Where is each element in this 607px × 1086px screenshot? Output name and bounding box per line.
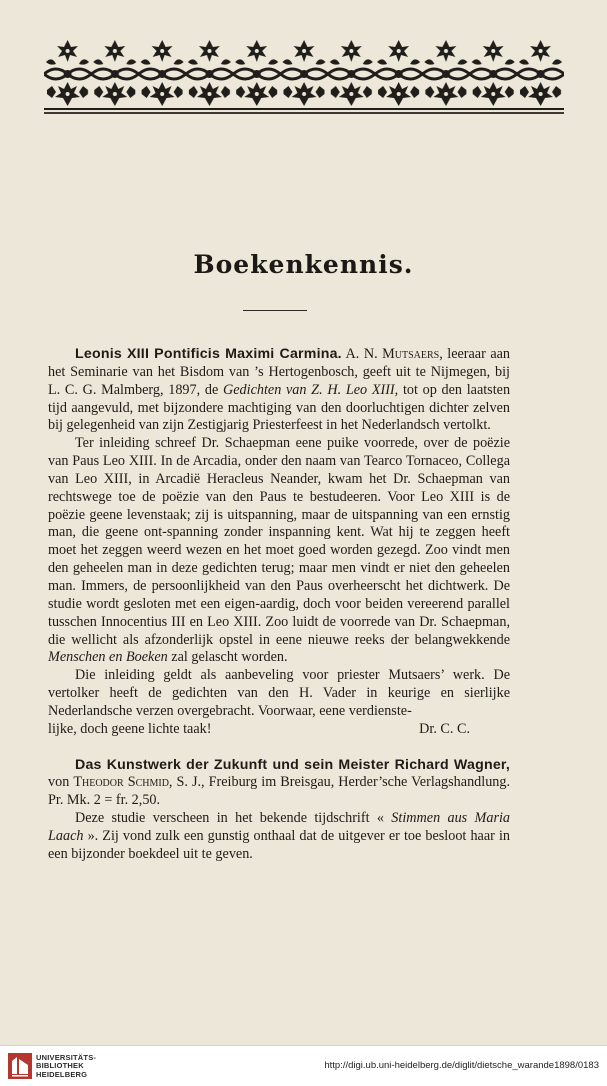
review-2-title: Das Kunstwerk der Zukunft und sein Meister Richard Wagner, (75, 756, 510, 773)
review-2-author: Theodor Schmid, (73, 774, 173, 791)
section-gap (48, 739, 510, 757)
review-1-paragraph-2 (48, 435, 510, 667)
permalink-url[interactable]: http://digi.ub.uni-heidelberg.de/diglit/dietsche_warande1898/0183 (324, 1060, 599, 1071)
review-1-signature: Dr. C. C. (419, 720, 470, 737)
review-1-p3-text: Die inleiding geldt als aanbeveling voor priester Mutsaers’ werk. De vertolker heeft de gedichten van den H. Vader in keurige en sierlijke Nederlandsche verzen overgebracht. Voorwaar, eene verdienste- (48, 667, 510, 719)
logo-line-2: BIBLIOTHEK (36, 1061, 84, 1071)
heading-divider (243, 310, 307, 311)
review-1-author: Mutsaers, (382, 346, 443, 362)
university-library-logo-text[interactable] (36, 1054, 96, 1079)
logo-line-1: UNIVERSITÄTS- (36, 1053, 97, 1062)
review-1-title: Leonis XIII Pontificis Maximi Carmina. (75, 346, 342, 362)
review-text-block (48, 346, 510, 864)
review-1-italic-title: Gedichten van Z. H. Leo XIII, (222, 381, 399, 398)
logo-line-3: HEIDELBERG (36, 1069, 88, 1079)
review-1-p2-text-a: Ter inleiding schreef Dr. Schaepman eene puike voorrede, over de poëzie van Paus Leo XIII. In de Arcadia, onder den naam van Tearco Tornaceo, Collega van Leo XIII, in Arcadië Heracleus Neander, kwam het Dr. Schaepman van rechtswege toe de poëzie van den Paus te bestudeeren. Voor Leo XIII is de poëzie geene levenstaak; zij is uitspanning, maar de uitspanning van een ernstig man, die geene ont-spanning zonder inspanning kent. Wat hij te zeggen heeft moet het zeggen weerd wezen en het moet goed worden gezegd. Zoo vindt men den geheelen man in deze gedichten terug; maar men vindt er niet den geheelen man. Immers, de persoonlijkheid van den Paus overheerscht het dichtwerk. De studie wordt gesloten met een eigen-aardig, doch voor beiden vereerend parallel tusschen Innocentius III en Leo XIII. Zoo luidt de voorrede van Dr. Schaepman, die wellicht als afzonderlijk opstel in eene nieuwe reeks der belangwekkende (48, 435, 510, 648)
review-1-p2-italic: Menschen en Boeken (48, 649, 168, 666)
review-1-paragraph-3 (48, 667, 510, 721)
review-1-author-prefix: A. N. (345, 346, 378, 362)
review-1-paragraph-1 (48, 346, 510, 435)
review-2-author-prefix: von (48, 774, 70, 791)
review-2-paragraph-2 (48, 810, 510, 864)
university-library-logo-icon[interactable] (8, 1053, 32, 1079)
ornament-rule (44, 112, 564, 114)
review-1-text-a: leeraar aan het Seminarie van het Bisdom van ’s Hertogenbosch, geeft uit te Nijmegen, bij L. C. G. Malmberg, 1897, de (48, 346, 511, 398)
review-2-text-a: S. J., Freiburg im Breisgau, Herder’sche Verlagshandlung. Pr. Mk. 2 = fr. 2,50. (48, 774, 511, 809)
review-1-p2-text-b: zal gelascht worden. (171, 649, 288, 666)
viewer-footer (0, 1045, 607, 1086)
page-heading: Boekenkennis. (193, 250, 414, 279)
review-2-p2-text-a: Deze studie verscheen in het bekende tijdschrift « (75, 810, 384, 827)
review-2-p2-italic: Stimmen aus Maria Laach (48, 810, 510, 844)
review-2-paragraph-1 (48, 757, 510, 811)
review-2-p2-text-b: ». Zij vond zulk een gunstig onthaal dat de uitgever er toe besloot haar in een bijzonder boekdeel uit te geven. (48, 827, 510, 862)
review-1-p3-last: lijke, doch geene lichte taak! (48, 720, 212, 737)
review-1-text-b: tot op den laatsten tijd aangevuld, met bijzondere machtiging van den doorluchtigen dichter zelven bij gelegenheid van zijn Zestigjarig Priesterfeest in het Nederlandsch vertolkt. (48, 381, 511, 434)
decorative-ornament-band (44, 36, 564, 112)
review-1-closing-line (48, 721, 510, 739)
